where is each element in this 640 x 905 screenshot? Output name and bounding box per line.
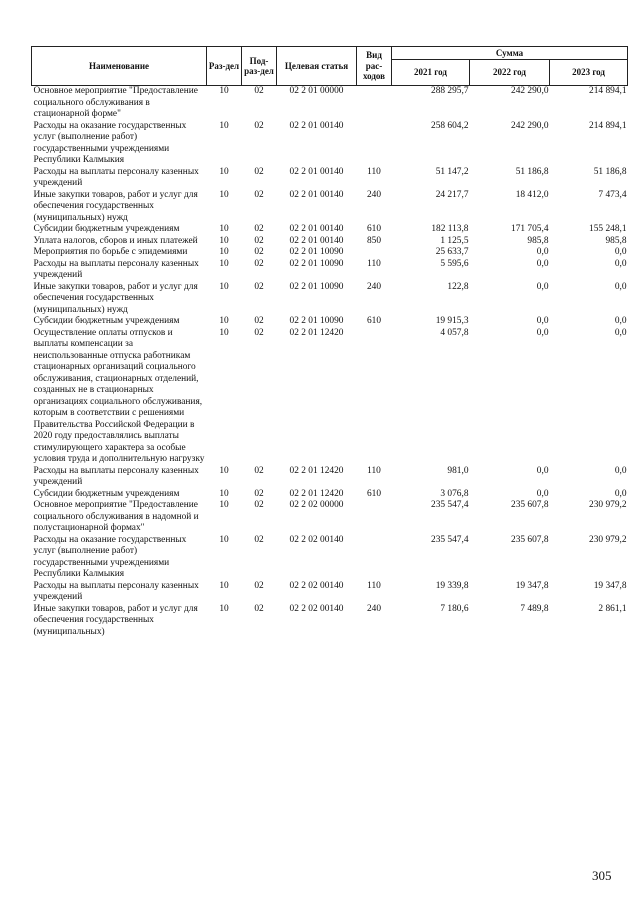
table-row [32, 247, 628, 259]
table-body [32, 86, 628, 639]
cell-podrazdel: 02 [254, 580, 264, 591]
cell-sum-2022: 7 489,8 [520, 603, 549, 614]
cell-sum-2022: 0,0 [536, 247, 549, 257]
cell-celevaya-statya: 02 2 02 00140 [289, 580, 344, 591]
cell-podrazdel: 02 [254, 327, 264, 338]
cell-sum-2022: 0,0 [536, 465, 549, 476]
cell-sum-2023: 0,0 [614, 488, 627, 499]
cell-sum-2022: 0,0 [536, 488, 549, 499]
cell-podrazdel: 02 [254, 247, 264, 257]
cell-sum-2021: 258 604,2 [431, 120, 469, 131]
cell-sum-2023: 0,0 [614, 258, 627, 269]
cell-sum-2021: 19 915,3 [435, 316, 469, 326]
header-name: Наименование [32, 47, 207, 86]
cell-sum-2021: 182 113,8 [431, 224, 469, 234]
cell-sum-2023: 230 979,2 [589, 500, 627, 510]
table-row [32, 535, 628, 581]
header-podrazdel: Под-раз-дел [242, 47, 277, 86]
cell-celevaya-statya: 02 2 01 10090 [289, 281, 344, 292]
cell-podrazdel: 02 [254, 534, 264, 545]
cell-sum-2022: 0,0 [536, 258, 549, 269]
page-number: 305 [592, 868, 612, 883]
cell-sum-2023: 51 186,8 [593, 166, 627, 177]
cell-podrazdel: 02 [254, 488, 264, 499]
cell-vid-rashodov [357, 328, 392, 466]
cell-celevaya-statya: 02 2 01 12420 [289, 465, 344, 476]
cell-razdel: 10 [219, 224, 229, 234]
cell-podrazdel: 02 [254, 465, 264, 476]
cell-vid-rashodov: 240 [366, 281, 382, 292]
cell-sum-2023: 19 347,8 [593, 580, 627, 591]
cell-sum-2023: 0,0 [614, 327, 627, 338]
table-row [32, 466, 628, 489]
header-razdel: Раз-дел [207, 47, 242, 86]
cell-razdel: 10 [219, 327, 229, 338]
cell-sum-2021: 235 547,4 [431, 500, 469, 510]
cell-celevaya-statya: 02 2 02 00000 [289, 500, 344, 510]
cell-razdel: 10 [219, 580, 229, 591]
cell-sum-2021: 5 595,6 [440, 258, 469, 269]
cell-name: Иные закупки товаров, работ и услуг для обеспечения государственных (муниципальных) [33, 603, 198, 637]
cell-vid-rashodov: 240 [366, 189, 382, 200]
cell-vid-rashodov: 110 [367, 580, 381, 591]
cell-sum-2022: 985,8 [527, 235, 549, 246]
cell-sum-2022: 18 412,0 [515, 189, 549, 200]
header-year-2021: 2021 год [392, 60, 470, 86]
table-row [32, 259, 628, 282]
cell-razdel: 10 [219, 603, 229, 614]
table-row [32, 316, 628, 328]
cell-razdel: 10 [219, 500, 229, 510]
cell-razdel: 10 [219, 166, 229, 177]
cell-vid-rashodov [357, 121, 392, 167]
cell-celevaya-statya: 02 2 01 10090 [289, 316, 344, 326]
cell-name: Основное мероприятие "Предоставление социального обслуживания в надомной и полустационарной формах" [33, 500, 199, 533]
cell-sum-2023: 985,8 [605, 235, 627, 246]
cell-razdel: 10 [219, 189, 229, 200]
table-row [32, 121, 628, 167]
cell-sum-2022: 235 607,8 [511, 500, 549, 510]
table-row [32, 604, 628, 639]
table-row [32, 236, 628, 248]
cell-vid-rashodov: 110 [367, 258, 381, 269]
cell-name: Субсидии бюджетным учреждениям [33, 488, 180, 499]
table-row [32, 489, 628, 501]
cell-razdel: 10 [219, 235, 229, 246]
cell-name: Уплата налогов, сборов и иных платежей [33, 235, 198, 246]
table-row [32, 86, 628, 121]
cell-vid-rashodov: 610 [366, 488, 382, 499]
cell-sum-2021: 288 295,7 [431, 86, 469, 96]
cell-sum-2022: 235 607,8 [511, 534, 549, 545]
cell-razdel: 10 [219, 534, 229, 545]
cell-sum-2022: 242 290,0 [511, 86, 549, 96]
cell-name: Расходы на выплаты персоналу казенных учреждений [33, 580, 199, 602]
cell-razdel: 10 [219, 120, 229, 131]
cell-vid-rashodov: 240 [366, 603, 382, 614]
cell-sum-2023: 0,0 [614, 465, 627, 476]
cell-podrazdel: 02 [254, 166, 264, 177]
cell-sum-2021: 235 547,4 [431, 534, 469, 545]
header-summa: Сумма [392, 47, 628, 60]
cell-sum-2021: 51 147,2 [435, 166, 469, 177]
cell-sum-2021: 24 217,7 [435, 189, 469, 200]
cell-razdel: 10 [219, 465, 229, 476]
cell-vid-rashodov [357, 535, 392, 581]
cell-name: Расходы на выплаты персоналу казенных учреждений [33, 166, 199, 188]
cell-celevaya-statya: 02 2 02 00140 [289, 534, 344, 545]
table-row [32, 500, 628, 535]
cell-celevaya-statya: 02 2 02 00140 [289, 603, 344, 614]
cell-celevaya-statya: 02 2 01 10090 [289, 247, 344, 257]
header-year-2022: 2022 год [470, 60, 550, 86]
cell-sum-2021: 19 339,8 [435, 580, 469, 591]
cell-sum-2022: 19 347,8 [515, 580, 549, 591]
cell-podrazdel: 02 [254, 500, 264, 510]
cell-sum-2021: 1 125,5 [440, 235, 469, 246]
cell-sum-2023: 0,0 [614, 281, 627, 292]
cell-vid-rashodov: 610 [366, 316, 382, 326]
cell-name: Расходы на выплаты персоналу казенных учреждений [33, 465, 199, 487]
cell-celevaya-statya: 02 2 01 00000 [289, 86, 344, 96]
table-header [32, 47, 628, 86]
cell-razdel: 10 [219, 488, 229, 499]
cell-vid-rashodov: 610 [366, 224, 382, 234]
cell-podrazdel: 02 [254, 258, 264, 269]
table-row [32, 167, 628, 190]
cell-sum-2023: 214 894,1 [589, 120, 627, 131]
header-celevaya-statya: Целевая статья [277, 47, 357, 86]
cell-vid-rashodov [357, 86, 392, 121]
cell-name: Расходы на оказание государственных услуг (выполнение работ) государственными учреждениями Республики Калмыкия [33, 534, 187, 579]
cell-celevaya-statya: 02 2 01 00140 [289, 189, 344, 200]
cell-vid-rashodov: 850 [366, 235, 382, 246]
cell-razdel: 10 [219, 281, 229, 292]
cell-razdel: 10 [219, 258, 229, 269]
cell-name: Мероприятия по борьбе с эпидемиями [33, 247, 188, 257]
cell-vid-rashodov [357, 247, 392, 259]
cell-name: Иные закупки товаров, работ и услуг для обеспечения государственных (муниципальных) нужд [33, 281, 198, 315]
cell-vid-rashodov: 110 [367, 465, 381, 476]
budget-table [31, 46, 628, 638]
cell-sum-2023: 155 248,1 [589, 224, 627, 234]
cell-sum-2022: 51 186,8 [515, 166, 549, 177]
table-row [32, 282, 628, 317]
cell-podrazdel: 02 [254, 224, 264, 234]
cell-name: Субсидии бюджетным учреждениям [33, 224, 180, 234]
cell-name: Расходы на оказание государственных услуг (выполнение работ) государственными учреждениями Республики Калмыкия [33, 120, 187, 165]
table-row [32, 190, 628, 225]
cell-sum-2023: 0,0 [614, 316, 627, 326]
cell-celevaya-statya: 02 2 01 10090 [289, 258, 344, 269]
cell-name: Расходы на выплаты персоналу казенных учреждений [33, 258, 199, 280]
cell-sum-2021: 7 180,6 [440, 603, 469, 614]
cell-razdel: 10 [219, 247, 229, 257]
cell-sum-2021: 4 057,8 [440, 327, 469, 338]
cell-celevaya-statya: 02 2 01 00140 [289, 120, 344, 131]
cell-name: Основное мероприятие "Предоставление социального обслуживания в стационарной форме" [33, 86, 198, 119]
cell-sum-2022: 0,0 [536, 327, 549, 338]
cell-sum-2021: 122,8 [447, 281, 469, 292]
table-row [32, 328, 628, 466]
header-vid-rashodov: Вид рас-ходов [357, 47, 392, 86]
cell-sum-2021: 3 076,8 [440, 488, 469, 499]
cell-celevaya-statya: 02 2 01 00140 [289, 235, 344, 246]
cell-podrazdel: 02 [254, 603, 264, 614]
cell-name: Осуществление оплаты отпусков и выплаты компенсации за неиспользованные отпуска работникам стационарных организаций социального обслуживания, стационарных отделений, созданных не в стационарных организациях социального обслуживания, которым в соответствии с решениями Правительства Российской Федерации в 2020 году предоставлялись выплаты стимулирующего характера за особые условия труда и дополнительную нагрузку [33, 327, 205, 464]
cell-sum-2023: 214 894,1 [589, 86, 627, 96]
cell-sum-2022: 171 705,4 [511, 224, 549, 234]
cell-sum-2023: 2 861,1 [598, 603, 627, 614]
table-row [32, 581, 628, 604]
cell-sum-2022: 0,0 [536, 316, 549, 326]
cell-razdel: 10 [219, 316, 229, 326]
cell-name: Иные закупки товаров, работ и услуг для обеспечения государственных (муниципальных) нужд [33, 189, 198, 223]
cell-sum-2023: 0,0 [614, 247, 627, 257]
header-year-2023: 2023 год [550, 60, 628, 86]
cell-sum-2021: 25 633,7 [435, 247, 469, 257]
cell-podrazdel: 02 [254, 235, 264, 246]
cell-podrazdel: 02 [254, 86, 264, 96]
cell-name: Субсидии бюджетным учреждениям [33, 316, 180, 326]
cell-podrazdel: 02 [254, 281, 264, 292]
cell-celevaya-statya: 02 2 01 12420 [289, 327, 344, 338]
cell-podrazdel: 02 [254, 316, 264, 326]
cell-celevaya-statya: 02 2 01 12420 [289, 488, 344, 499]
cell-sum-2022: 242 290,0 [511, 120, 549, 131]
cell-sum-2023: 7 473,4 [598, 189, 627, 200]
cell-celevaya-statya: 02 2 01 00140 [289, 166, 344, 177]
cell-celevaya-statya: 02 2 01 00140 [289, 224, 344, 234]
table-row [32, 224, 628, 236]
cell-vid-rashodov: 110 [367, 166, 381, 177]
cell-razdel: 10 [219, 86, 229, 96]
cell-podrazdel: 02 [254, 120, 264, 131]
cell-sum-2022: 0,0 [536, 281, 549, 292]
budget-table-sheet [31, 46, 627, 638]
cell-vid-rashodov [357, 500, 392, 535]
cell-podrazdel: 02 [254, 189, 264, 200]
cell-sum-2021: 981,0 [447, 465, 469, 476]
cell-sum-2023: 230 979,2 [589, 534, 627, 545]
